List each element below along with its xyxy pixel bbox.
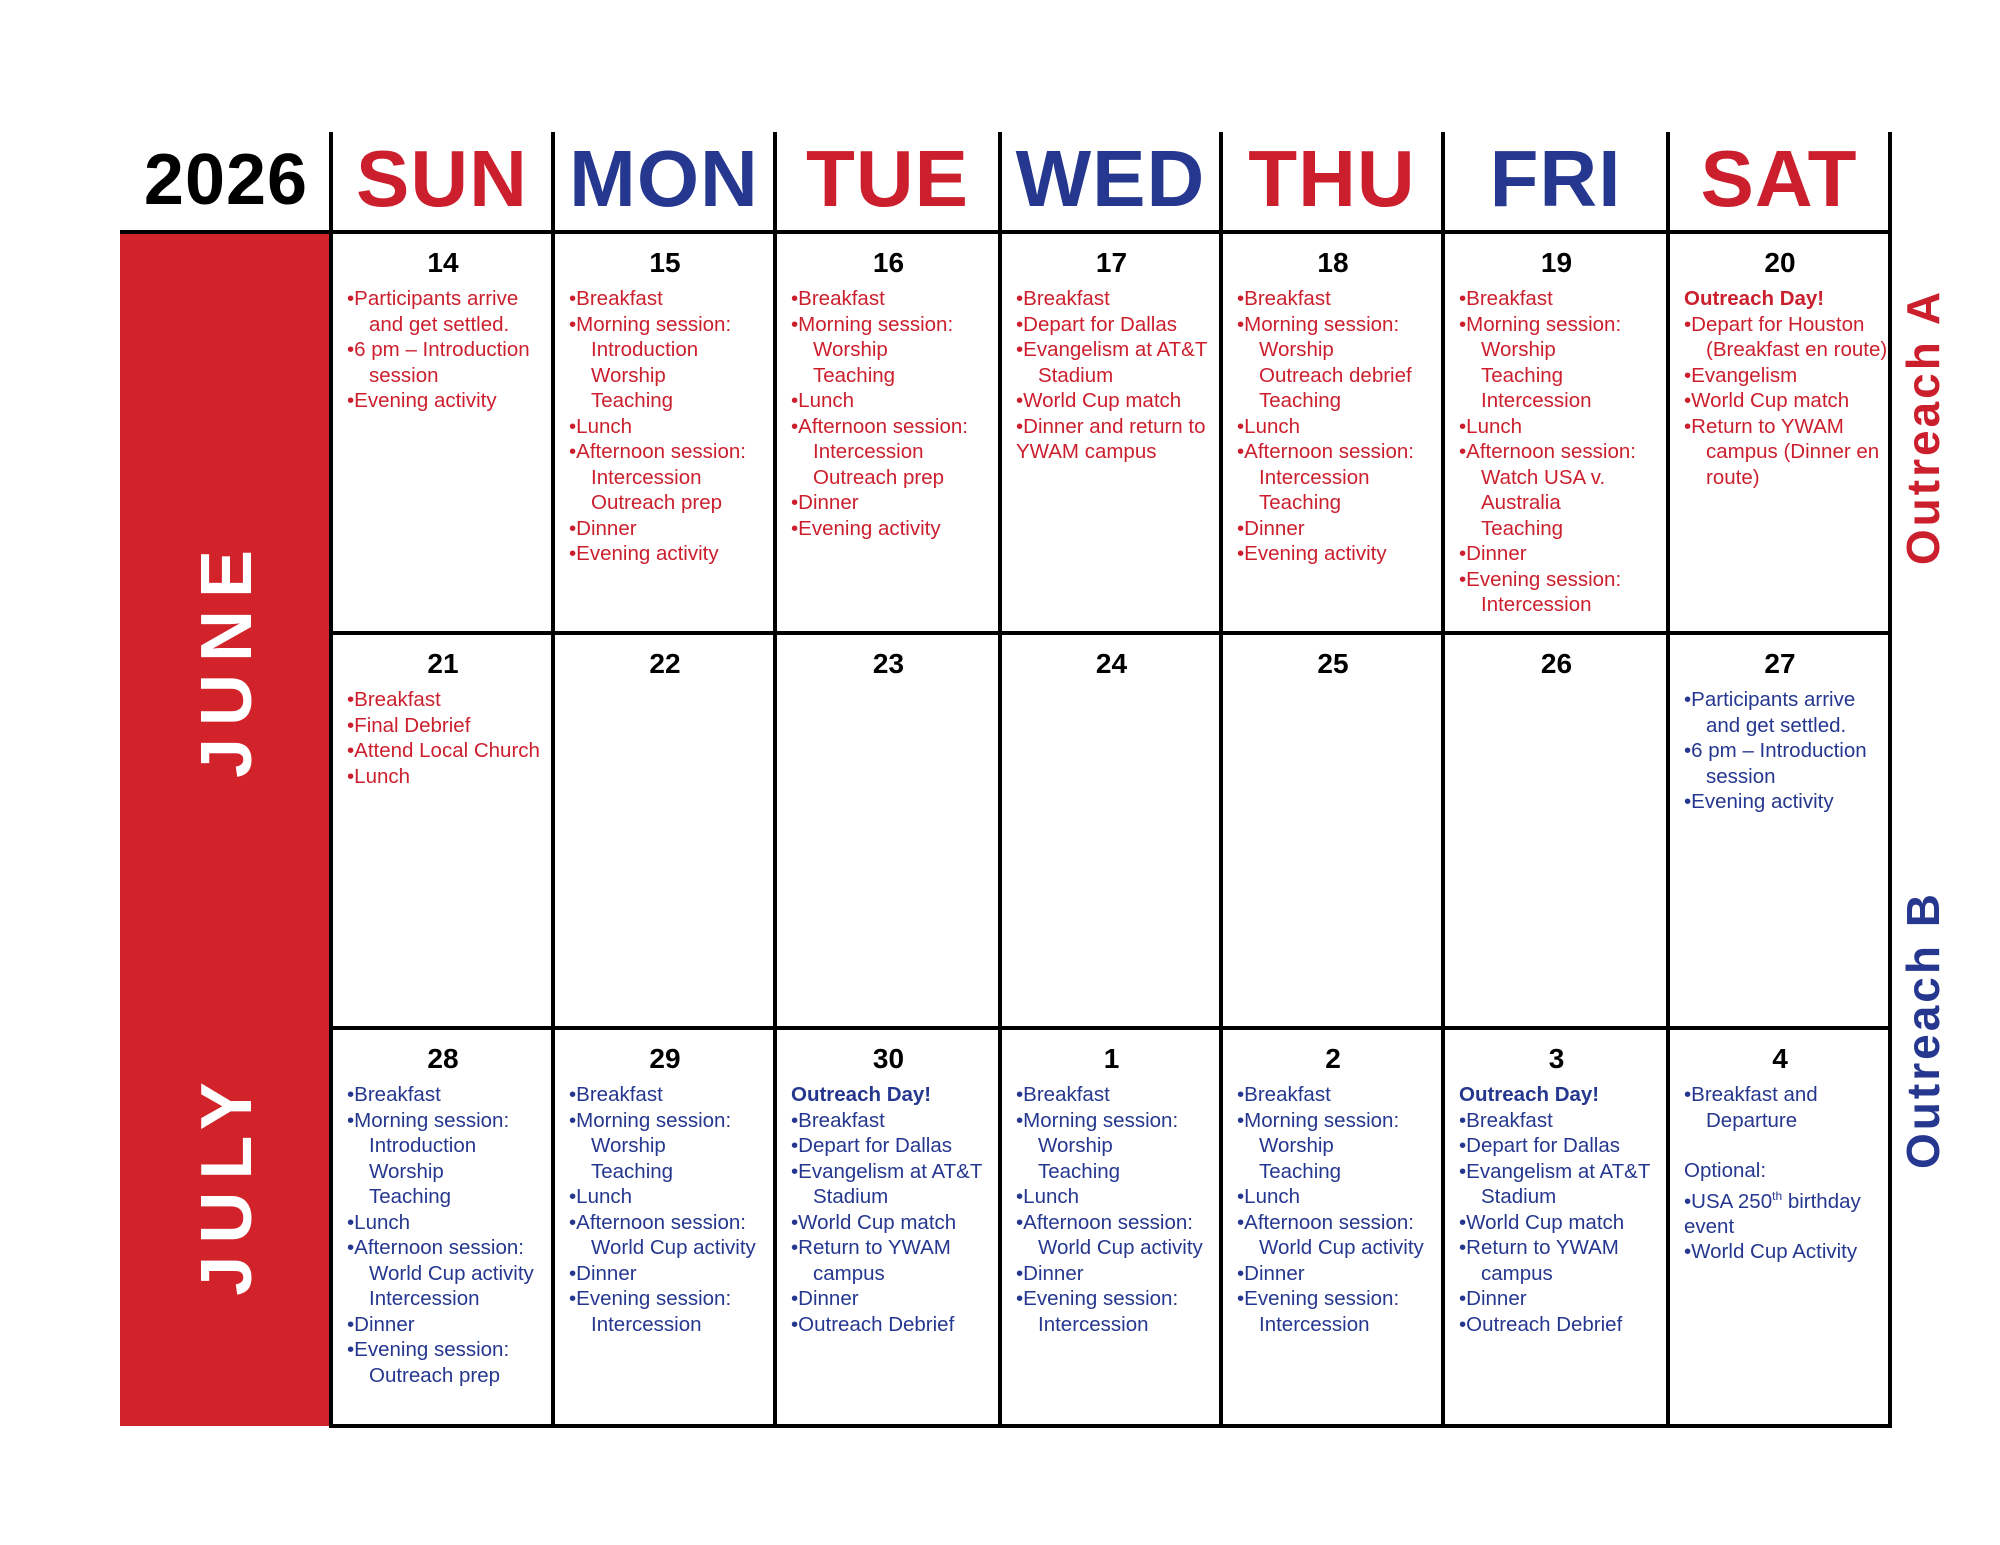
schedule-entry: Teaching	[591, 389, 674, 412]
schedule-entry: •Dinner	[791, 491, 859, 514]
schedule-entry: •Evening session:	[1016, 1287, 1179, 1310]
schedule-entry: •Dinner	[347, 1312, 415, 1336]
schedule-entry: session	[1706, 764, 1776, 788]
schedule-entry: •Breakfast	[1459, 1108, 1553, 1132]
schedule-entry: Worship	[591, 363, 666, 387]
schedule-entry: Outreach prep	[369, 1363, 501, 1387]
day-cell	[555, 234, 773, 631]
schedule-entry: Worship	[1259, 1134, 1334, 1157]
schedule-entry: •Lunch	[1237, 1185, 1301, 1208]
day-number: 3	[1548, 1043, 1565, 1074]
schedule-entry: •Participants arrive	[347, 287, 519, 310]
schedule-entry: Worship	[813, 338, 888, 361]
entry-spacer	[1684, 1133, 1876, 1158]
schedule-entry: Teaching	[1259, 491, 1342, 514]
day-number: 18	[1317, 247, 1349, 278]
schedule-entry: Introduction	[591, 338, 699, 361]
schedule-entry: •Depart for Dallas	[791, 1134, 952, 1157]
schedule-entry: •World Cup match	[1459, 1210, 1625, 1234]
day-number: 1	[1103, 1043, 1120, 1074]
schedule-entry: Stadium	[813, 1185, 889, 1208]
day-number: 22	[649, 648, 681, 679]
day-cell	[333, 234, 551, 631]
day-cell	[777, 1030, 998, 1424]
schedule-entry: Teaching	[1481, 516, 1564, 540]
day-number: 29	[649, 1043, 681, 1074]
day-number: 25	[1317, 648, 1349, 679]
schedule-entry: YWAM campus	[1016, 440, 1157, 463]
day-header-thu: THU	[1248, 134, 1416, 223]
day-number: 30	[872, 1043, 905, 1074]
year-label: 2026	[143, 140, 309, 220]
day-number: 15	[649, 247, 681, 278]
day-number: 4	[1772, 1043, 1788, 1074]
schedule-entry: •Evangelism	[1684, 363, 1798, 387]
schedule-entry: •Morning session:	[1237, 312, 1400, 336]
schedule-entry: •Dinner	[791, 1287, 859, 1310]
schedule-entry: •Participants arrive	[1684, 688, 1856, 711]
day-number: 16	[872, 247, 905, 278]
schedule-entry: •Evening activity	[1237, 542, 1387, 565]
schedule-entry: Worship	[591, 1134, 666, 1157]
schedule-entry: •Evangelism at AT&T	[791, 1159, 983, 1183]
schedule-entry: Intercession	[813, 440, 924, 463]
schedule-entry: •Attend Local Church	[347, 739, 540, 762]
outreach-a-label: Outreach A	[1897, 288, 1949, 566]
day-header-wed: WED	[1015, 134, 1206, 223]
schedule-entry: •Lunch	[347, 1210, 411, 1234]
schedule-entry: •Afternoon session:	[1237, 1210, 1414, 1234]
schedule-entry: Teaching	[1481, 363, 1564, 387]
schedule-entry: Intercession	[591, 1312, 702, 1336]
schedule-entry: campus (Dinner en	[1706, 440, 1880, 463]
schedule-entry: •Depart for Houston	[1684, 312, 1865, 336]
schedule-entry: Watch USA v.	[1481, 465, 1606, 489]
outreach-day-heading: Outreach Day!	[791, 1083, 932, 1106]
schedule-entry: •World Cup match	[791, 1210, 957, 1234]
schedule-entry: •Breakfast	[569, 287, 663, 310]
day-header-mon: MON	[569, 134, 759, 223]
schedule-entry: •Morning session:	[347, 1108, 510, 1132]
outreach-b-label: Outreach B	[1897, 891, 1949, 1169]
schedule-entry: Worship	[1481, 338, 1556, 361]
schedule-entry: (Breakfast en route)	[1706, 338, 1888, 361]
schedule-entry: •Dinner	[569, 1261, 637, 1285]
schedule-entry: •Breakfast	[791, 287, 885, 310]
schedule-entry: •Breakfast	[1016, 287, 1110, 310]
schedule-entry: Intercession	[1481, 593, 1592, 616]
schedule-entry: •Breakfast	[1237, 287, 1331, 310]
schedule-entry: •Morning session:	[1016, 1108, 1179, 1132]
schedule-entry: •Afternoon session:	[791, 414, 968, 438]
day-header-fri: FRI	[1489, 134, 1622, 223]
schedule-entry: Stadium	[1038, 363, 1114, 387]
day-cell	[777, 635, 998, 1026]
schedule-entry: Departure	[1706, 1108, 1798, 1132]
schedule-entry: World Cup activity	[591, 1236, 756, 1259]
schedule-entry: •USA 250th birthday	[1684, 1188, 1861, 1213]
day-header-tue: TUE	[806, 134, 969, 223]
day-number: 19	[1540, 247, 1573, 278]
schedule-entry: •Afternoon session:	[1459, 440, 1636, 463]
day-cell	[1002, 1030, 1219, 1424]
day-number: 26	[1540, 648, 1573, 679]
schedule-entry: Outreach debrief	[1259, 363, 1412, 387]
day-number: 17	[1095, 247, 1128, 278]
schedule-entry: event	[1684, 1214, 1735, 1238]
schedule-entry: •Breakfast	[347, 688, 441, 711]
schedule-entry: •Lunch	[1016, 1185, 1080, 1208]
day-cell	[555, 635, 773, 1026]
day-number: 24	[1095, 648, 1128, 679]
schedule-entry: •Dinner	[1016, 1261, 1084, 1285]
schedule-entry: •Lunch	[569, 414, 633, 438]
schedule-entry: •Dinner	[1459, 1287, 1527, 1310]
day-cell	[1223, 1030, 1441, 1424]
day-number: 28	[427, 1043, 459, 1074]
schedule-entry: •Evening activity	[791, 516, 941, 540]
schedule-entry: •Breakfast	[569, 1083, 663, 1106]
day-number: 21	[427, 648, 459, 679]
schedule-entry: •Evangelism at AT&T	[1016, 338, 1208, 361]
grid-row-line	[331, 1424, 1892, 1428]
schedule-entry: Intercession	[1038, 1312, 1149, 1336]
schedule-entry: •Lunch	[1459, 414, 1523, 438]
schedule-entry: •Evangelism at AT&T	[1459, 1159, 1651, 1183]
day-cell	[1223, 234, 1441, 631]
schedule-entry: •Return to YWAM	[791, 1236, 951, 1259]
schedule-entry: •Evening session:	[1459, 567, 1622, 591]
schedule-entry: •Afternoon session:	[569, 440, 746, 463]
schedule-entry: •Dinner	[1459, 542, 1527, 565]
schedule-entry: •Outreach Debrief	[1459, 1312, 1623, 1336]
schedule-entry: •Breakfast	[791, 1108, 885, 1132]
schedule-entry: •Dinner	[1237, 1261, 1305, 1285]
schedule-entry: campus	[813, 1261, 885, 1285]
day-cell	[1445, 635, 1666, 1026]
schedule-entry: •Evening session:	[347, 1338, 510, 1361]
schedule-entry: •Afternoon session:	[569, 1210, 746, 1234]
day-number: 2	[1325, 1043, 1341, 1074]
day-cell	[1002, 234, 1219, 631]
schedule-entry: Worship	[369, 1159, 444, 1183]
schedule-entry: Intercession	[369, 1287, 480, 1310]
month-label-june: JUNE	[187, 537, 267, 779]
schedule-entry: Teaching	[1259, 389, 1342, 412]
schedule-entry: Teaching	[1259, 1159, 1342, 1183]
schedule-entry: •6 pm – Introduction	[1684, 739, 1867, 762]
schedule-entry: •World Cup Activity	[1684, 1240, 1858, 1264]
schedule-entry: •World Cup match	[1016, 389, 1182, 412]
schedule-entry: route)	[1706, 465, 1760, 489]
grid-column-line	[1888, 132, 1892, 1428]
schedule-entry: •Evening session:	[569, 1287, 732, 1310]
schedule-entry: •Breakfast	[1459, 287, 1553, 310]
schedule-entry: •Morning session:	[791, 312, 954, 336]
day-cell	[777, 234, 998, 631]
day-cell	[1223, 635, 1441, 1026]
schedule-entry: •Evening activity	[1684, 790, 1834, 813]
schedule-entry: •Evening activity	[347, 389, 497, 412]
schedule-entry: Intercession	[591, 465, 702, 489]
schedule-entry: campus	[1481, 1261, 1553, 1285]
day-cell	[1670, 635, 1888, 1026]
day-cell	[1670, 1030, 1888, 1424]
schedule-entry: Optional:	[1684, 1159, 1767, 1182]
schedule-entry: World Cup activity	[1038, 1236, 1203, 1259]
day-cell	[1002, 635, 1219, 1026]
day-number: 23	[872, 648, 905, 679]
day-cell	[1445, 1030, 1666, 1424]
schedule-entry: Worship	[1259, 338, 1334, 361]
day-number: 20	[1764, 247, 1796, 278]
day-cell	[1445, 234, 1666, 631]
schedule-entry: •6 pm – Introduction	[347, 338, 530, 361]
schedule-entry: Outreach prep	[591, 491, 723, 514]
schedule-entry: •Breakfast and	[1684, 1083, 1818, 1106]
schedule-entry: Worship	[1038, 1134, 1113, 1157]
schedule-entry: Intercession	[1259, 1312, 1370, 1336]
schedule-entry: •Evening session:	[1237, 1287, 1400, 1310]
schedule-entry: World Cup activity	[1259, 1236, 1424, 1259]
schedule-entry: •Final Debrief	[347, 713, 471, 737]
schedule-entry: •Morning session:	[1459, 312, 1622, 336]
schedule-entry: Intercession	[1481, 389, 1592, 412]
schedule-entry: •Depart for Dallas	[1459, 1134, 1620, 1157]
day-number: 14	[427, 247, 459, 278]
schedule-entry: Teaching	[369, 1185, 452, 1208]
day-cell	[555, 1030, 773, 1424]
month-label-july: JULY	[187, 1070, 267, 1296]
schedule-entry: session	[369, 363, 439, 387]
schedule-entry: •Dinner	[1237, 516, 1305, 540]
day-header-sun: SUN	[356, 134, 528, 223]
schedule-entry: •Lunch	[569, 1185, 633, 1208]
day-number: 27	[1764, 648, 1796, 679]
schedule-entry: •Depart for Dallas	[1016, 312, 1177, 336]
schedule-entry: •Morning session:	[569, 312, 732, 336]
schedule-entry: •Dinner and return to	[1016, 414, 1206, 438]
schedule-entry: World Cup activity	[369, 1261, 534, 1285]
schedule-entry: •Dinner	[569, 516, 637, 540]
schedule-entry: •Return to YWAM	[1459, 1236, 1619, 1259]
schedule-entry: Teaching	[1038, 1159, 1121, 1183]
schedule-entry: •Afternoon session:	[347, 1236, 524, 1259]
schedule-entry: Outreach prep	[813, 465, 945, 489]
schedule-entry: Intercession	[1259, 465, 1370, 489]
day-cell	[333, 635, 551, 1026]
schedule-entry: •Morning session:	[1237, 1108, 1400, 1132]
schedule-entry: •Lunch	[1237, 414, 1301, 438]
schedule-entry: and get settled.	[369, 312, 510, 336]
schedule-entry: and get settled.	[1706, 713, 1847, 737]
schedule-entry: Introduction	[369, 1134, 477, 1157]
schedule-entry: •Return to YWAM	[1684, 414, 1844, 438]
day-header-sat: SAT	[1700, 134, 1858, 223]
outreach-day-heading: Outreach Day!	[1459, 1083, 1600, 1106]
schedule-entry: •Morning session:	[569, 1108, 732, 1132]
schedule-entry: •Breakfast	[1237, 1083, 1331, 1106]
schedule-entry: Teaching	[591, 1159, 674, 1183]
schedule-entry: •World Cup match	[1684, 389, 1850, 412]
schedule-entry: •Afternoon session:	[1016, 1210, 1193, 1234]
day-cell	[333, 1030, 551, 1424]
schedule-entry: Stadium	[1481, 1185, 1557, 1208]
schedule-entry: •Lunch	[791, 389, 855, 412]
schedule-entry: Australia	[1481, 491, 1561, 514]
schedule-entry: •Evening activity	[569, 542, 719, 565]
schedule-entry: •Lunch	[347, 764, 411, 788]
outreach-day-heading: Outreach Day!	[1684, 287, 1825, 310]
schedule-entry: •Afternoon session:	[1237, 440, 1414, 463]
schedule-entry: •Breakfast	[347, 1083, 441, 1106]
schedule-entry: •Breakfast	[1016, 1083, 1110, 1106]
day-cell	[1670, 234, 1888, 631]
schedule-entry: Teaching	[813, 363, 896, 387]
schedule-entry: •Outreach Debrief	[791, 1312, 955, 1336]
